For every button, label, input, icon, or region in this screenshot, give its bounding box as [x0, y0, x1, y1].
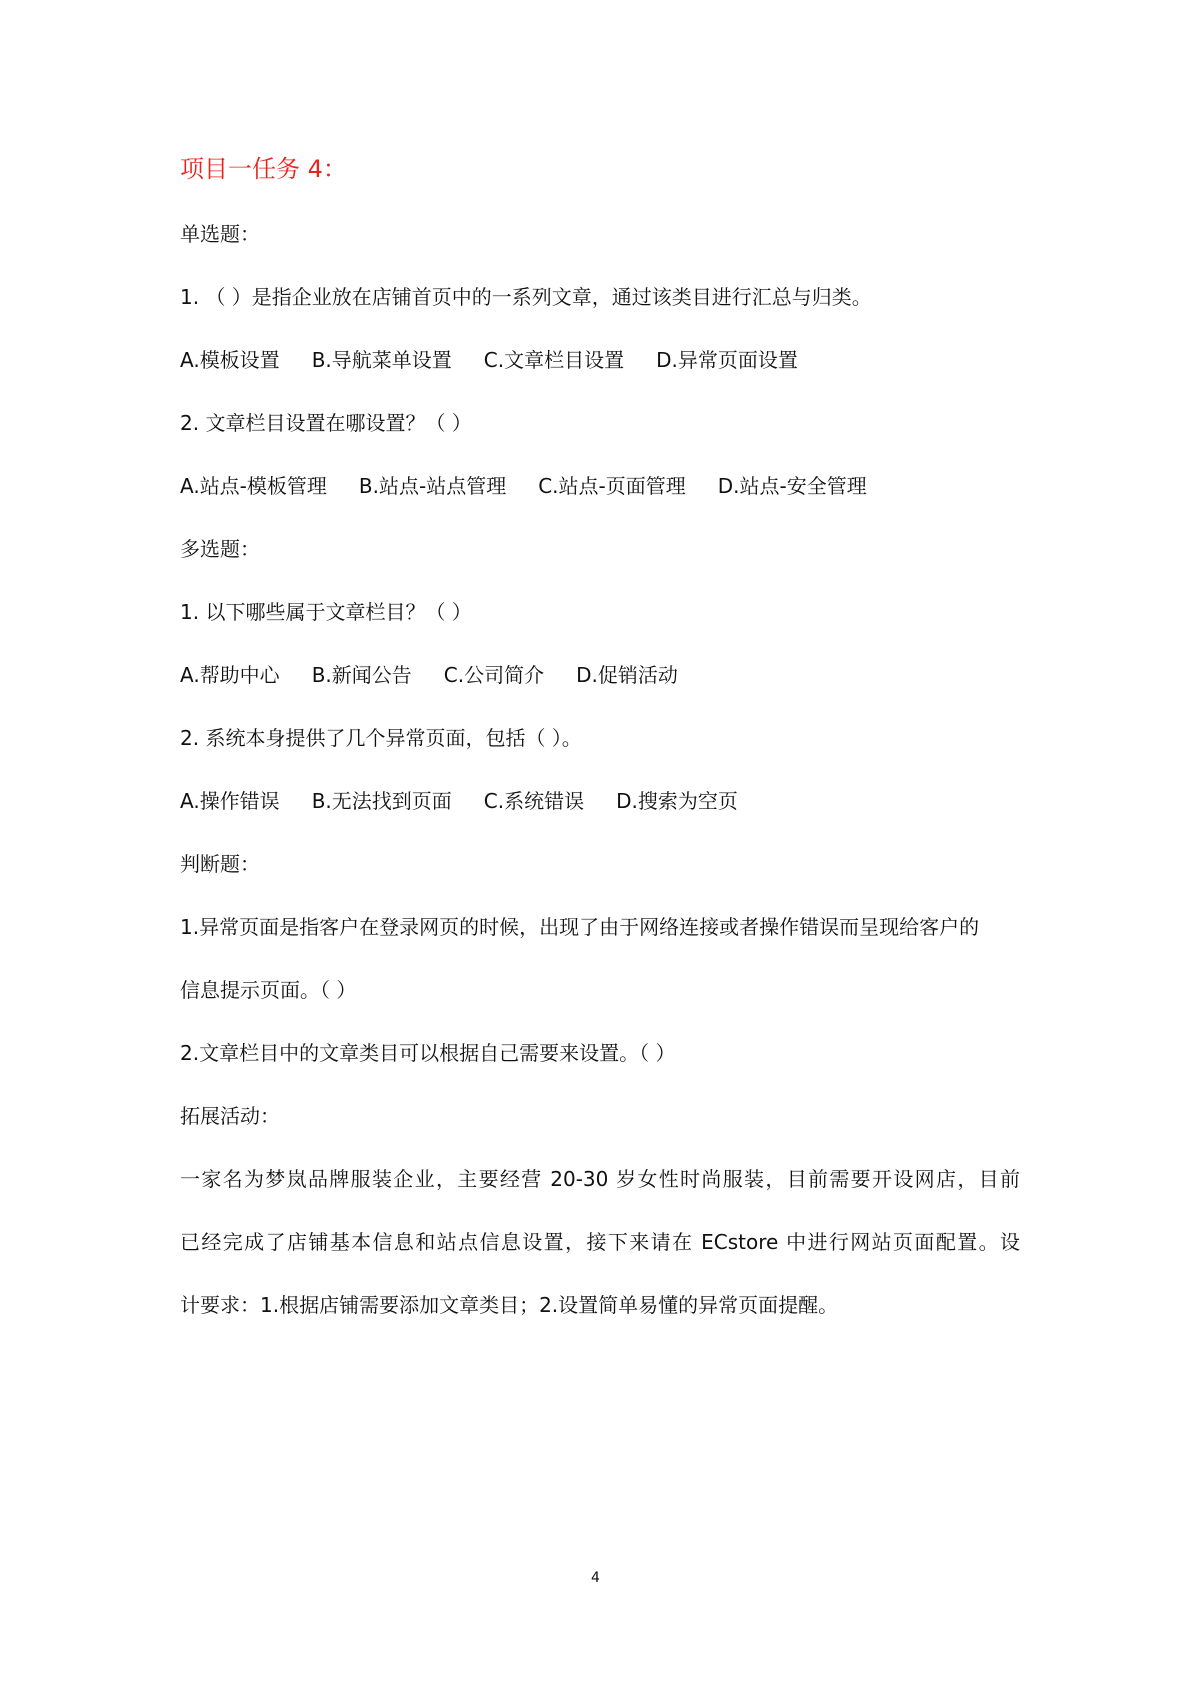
option-d: D.异常页面设置: [656, 348, 798, 372]
single-choice-options-1: [180, 345, 1020, 375]
extension-line-3: 计要求：1.根据店铺需要添加文章类目；2.设置简单易懂的异常页面提醒。: [180, 1293, 839, 1317]
page-number: 4: [591, 1570, 600, 1586]
multiple-choice-heading: 多选题：: [180, 537, 260, 561]
extension-line-2: 已经完成了店铺基本信息和站点信息设置，接下来请在 ECstore 中进行网站页面配置。设: [180, 1230, 1020, 1254]
option-b: B.新闻公告: [311, 663, 412, 687]
single-choice-question-2: 2. 文章栏目设置在哪设置？（ ）: [180, 411, 472, 435]
page-content: [180, 152, 1020, 1320]
option-d: D.搜索为空页: [616, 789, 738, 813]
option-d: D.促销活动: [576, 663, 678, 687]
single-choice-options-2: [180, 471, 1020, 501]
extension-heading: 拓展活动：: [180, 1104, 280, 1128]
multiple-choice-options-2: [180, 786, 1020, 816]
section-title: 项目一任务 4：: [180, 155, 347, 183]
option-c: C.站点-页面管理: [538, 474, 686, 498]
option-b: B.无法找到页面: [311, 789, 452, 813]
option-a: A.帮助中心: [180, 663, 280, 687]
option-b: B.导航菜单设置: [311, 348, 452, 372]
true-false-item-2: 2.文章栏目中的文章类目可以根据自己需要来设置。（ ）: [180, 1041, 676, 1065]
option-c: C.文章栏目设置: [483, 348, 625, 372]
single-choice-question-1: 1. （ ）是指企业放在店铺首页中的一系列文章，通过该类目进行汇总与归类。: [180, 285, 872, 309]
option-a: A.站点-模板管理: [180, 474, 327, 498]
option-d: D.站点-安全管理: [717, 474, 867, 498]
true-false-heading: 判断题：: [180, 852, 260, 876]
true-false-item-1-line-1: 1.异常页面是指客户在登录网页的时候，出现了由于网络连接或者操作错误而呈现给客户的: [180, 915, 980, 939]
option-a: A.模板设置: [180, 348, 280, 372]
extension-line-1: 一家名为梦岚品牌服装企业，主要经营 20-30 岁女性时尚服装，目前需要开设网店，目前: [180, 1167, 1020, 1191]
single-choice-heading: 单选题：: [180, 222, 260, 246]
multiple-choice-question-2: 2. 系统本身提供了几个异常页面，包括（ ）。: [180, 726, 582, 750]
option-b: B.站点-站点管理: [358, 474, 507, 498]
multiple-choice-question-1: 1. 以下哪些属于文章栏目？（ ）: [180, 600, 472, 624]
option-c: C.系统错误: [483, 789, 585, 813]
option-c: C.公司简介: [443, 663, 545, 687]
true-false-item-1-line-2: 信息提示页面。（ ）: [180, 978, 357, 1002]
option-a: A.操作错误: [180, 789, 280, 813]
multiple-choice-options-1: [180, 660, 1020, 690]
